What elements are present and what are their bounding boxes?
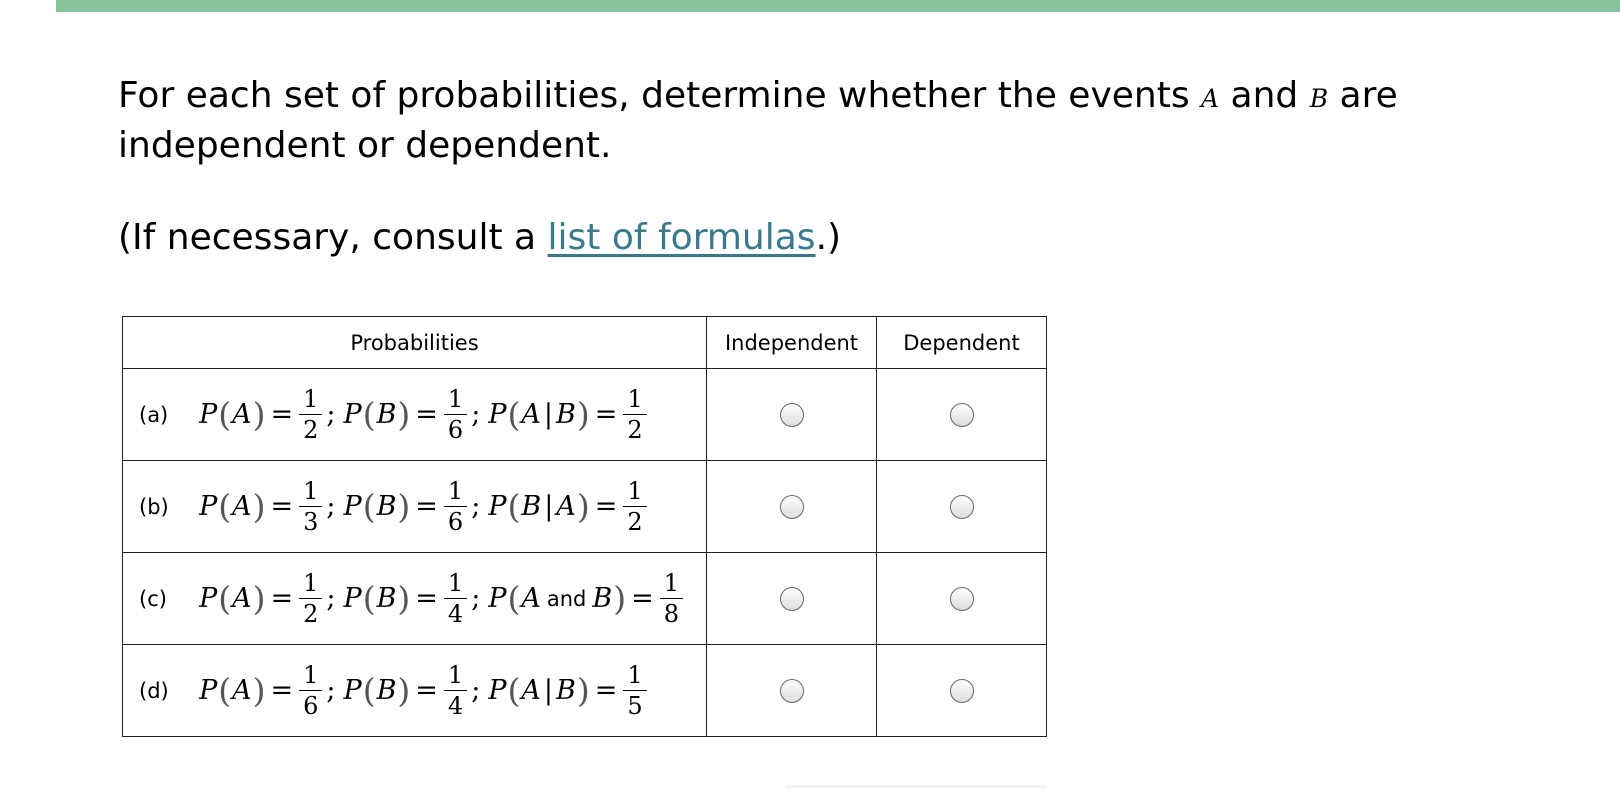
denominator: 2 [627,416,643,444]
right-paren: ) [252,579,266,618]
table-row [123,369,1047,461]
right-paren: ) [576,487,590,526]
right-paren: ) [576,395,590,434]
dependent-cell [877,645,1047,737]
fraction [660,570,683,627]
left-paren: ( [507,395,521,434]
event-symbol: A [521,675,541,706]
right-paren: ) [613,579,627,618]
header-independent: Independent [707,317,877,369]
dependent-cell [877,553,1047,645]
left-paren: ( [362,487,376,526]
numerator: 1 [299,570,322,599]
equals-sign: = [270,675,294,706]
dependent-cell [877,369,1047,461]
numerator: 1 [623,386,646,415]
event-symbol: B [521,491,542,522]
event-symbol: A [521,583,541,614]
separator: ; [326,583,336,614]
fraction [444,662,467,719]
denominator: 6 [303,692,319,720]
row-label: (d) [139,678,169,703]
p-symbol: P [199,675,218,706]
numerator: 1 [444,570,467,599]
event-symbol: A [232,491,252,522]
left-paren: ( [218,579,232,618]
equals-sign: = [415,399,438,430]
independent-radio-d[interactable] [780,679,804,703]
table-row [123,461,1047,553]
p-symbol: P [488,399,507,430]
right-paren: ) [252,671,266,710]
left-paren: ( [218,395,232,434]
independent-cell [707,369,877,461]
probabilities-cell [123,461,707,553]
event-symbol: B [555,675,576,706]
denominator: 5 [627,692,643,720]
left-paren: ( [507,579,521,618]
separator: ; [471,675,481,706]
probability-expression [199,478,649,535]
denominator: 3 [303,508,319,536]
left-paren: ( [362,671,376,710]
denominator: 6 [447,416,464,444]
separator: ; [326,491,336,522]
equals-sign: = [415,491,438,522]
dependent-radio-a[interactable] [950,403,974,427]
row-label: (c) [139,586,167,611]
equals-sign: = [270,583,294,614]
event-symbol: A [232,675,252,706]
event-symbol: B [555,399,576,430]
numerator: 1 [444,478,467,507]
left-paren: ( [507,671,521,710]
separator: ; [326,675,336,706]
right-paren: ) [397,395,411,434]
prompt-text-3: are independent or dependent. [118,75,1398,166]
table-row [123,645,1047,737]
right-paren: ) [252,487,266,526]
p-symbol: P [488,491,507,522]
independent-radio-b[interactable] [780,495,804,519]
equals-sign: = [415,675,438,706]
probability-table [122,316,1047,737]
denominator: 6 [447,508,464,536]
event-symbol: A [232,399,252,430]
numerator: 1 [299,478,322,507]
consult-note [118,214,841,261]
separator: ; [471,583,481,614]
consult-text-before: (If necessary, consult a [118,217,548,258]
conditional-bar: | [543,675,553,706]
p-symbol: P [343,399,362,430]
event-symbol: A [232,583,252,614]
denominator: 2 [303,600,319,628]
list-of-formulas-link[interactable]: list of formulas [547,217,816,258]
fraction [299,478,322,535]
independent-cell [707,645,877,737]
event-symbol: B [376,675,397,706]
denominator: 2 [627,508,643,536]
consult-text-after: .) [815,217,842,258]
probability-expression [199,386,649,443]
numerator: 1 [299,662,322,691]
denominator: 2 [303,416,319,444]
right-paren: ) [397,487,411,526]
numerator: 1 [623,478,646,507]
dependent-cell [877,461,1047,553]
separator: ; [326,399,336,430]
table-header-row [123,317,1047,369]
separator: ; [471,399,481,430]
row-label: (b) [139,494,169,519]
left-paren: ( [507,487,521,526]
right-paren: ) [397,579,411,618]
independent-radio-c[interactable] [780,587,804,611]
probabilities-cell [123,645,707,737]
independent-cell [707,461,877,553]
equals-sign: = [270,399,294,430]
header-dependent: Dependent [877,317,1047,369]
dependent-radio-b[interactable] [950,495,974,519]
numerator: 1 [623,662,646,691]
equals-sign: = [594,399,618,430]
denominator: 4 [447,600,464,628]
event-symbol: A [556,491,576,522]
p-symbol: P [488,583,507,614]
fraction [623,662,646,719]
p-symbol: P [199,399,218,430]
numerator: 1 [660,570,683,599]
event-symbol: A [521,399,541,430]
p-symbol: P [199,491,218,522]
p-symbol: P [488,675,507,706]
equals-sign: = [594,491,618,522]
event-symbol: B [376,491,397,522]
numerator: 1 [299,386,322,415]
event-a-symbol: A [1201,84,1220,113]
numerator: 1 [444,386,467,415]
event-symbol: B [376,583,397,614]
dependent-radio-d[interactable] [950,679,974,703]
question-prompt [118,72,1518,169]
independent-cell [707,553,877,645]
left-paren: ( [218,671,232,710]
fraction [299,570,322,627]
left-paren: ( [362,579,376,618]
right-paren: ) [397,671,411,710]
probability-expression [199,662,649,719]
fraction [299,662,322,719]
independent-radio-a[interactable] [780,403,804,427]
separator: ; [471,491,481,522]
and-word: and [546,586,587,611]
probability-expression [199,570,685,627]
conditional-bar: | [544,491,554,522]
fraction [299,386,322,443]
dependent-radio-c[interactable] [950,587,974,611]
prompt-text-2: and [1219,75,1310,116]
top-accent-bar [56,0,1620,12]
probabilities-cell [123,553,707,645]
fraction [444,478,467,535]
conditional-bar: | [543,399,553,430]
equals-sign: = [631,583,654,614]
equals-sign: = [594,675,618,706]
equals-sign: = [415,583,438,614]
row-label: (a) [139,402,169,427]
left-paren: ( [362,395,376,434]
header-probabilities: Probabilities [123,317,707,369]
fraction [623,478,646,535]
numerator: 1 [444,662,467,691]
right-paren: ) [252,395,266,434]
denominator: 4 [447,692,464,720]
fraction [444,386,467,443]
p-symbol: P [343,583,362,614]
right-paren: ) [576,671,590,710]
event-symbol: B [376,399,397,430]
equals-sign: = [270,491,294,522]
fraction [444,570,467,627]
p-symbol: P [343,675,362,706]
event-b-symbol: B [1309,84,1329,113]
prompt-text-1: For each set of probabilities, determine whether the events [118,75,1202,116]
p-symbol: P [343,491,362,522]
denominator: 8 [663,600,679,628]
left-paren: ( [218,487,232,526]
p-symbol: P [199,583,218,614]
fraction [623,386,646,443]
table-row [123,553,1047,645]
event-symbol: B [592,583,613,614]
probabilities-cell [123,369,707,461]
